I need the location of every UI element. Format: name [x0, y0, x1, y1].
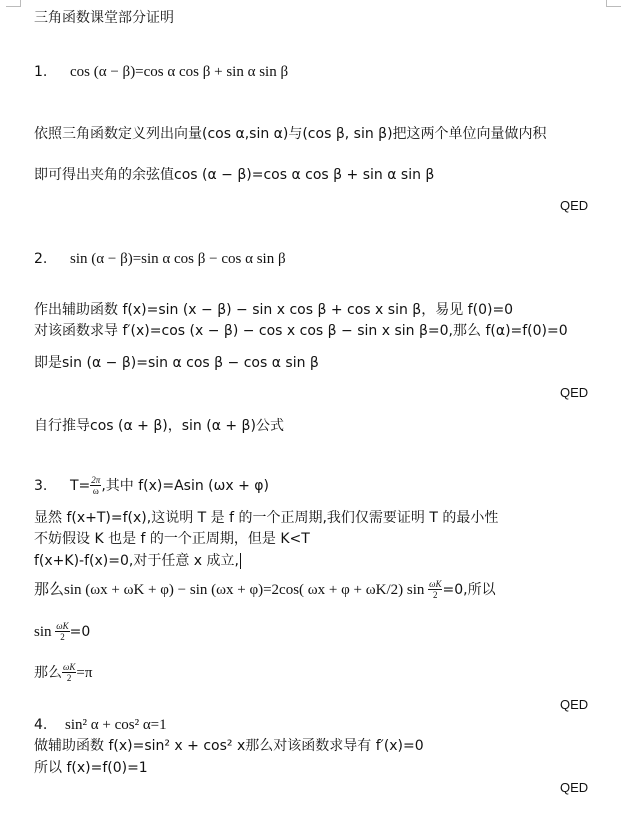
proof-3-t-numerator: 2π	[91, 475, 101, 485]
proof-1-formula: cos (α − β)=cos α cos β + sin α sin β	[70, 64, 289, 80]
proof-3-line-3-text: f(x+K)-f(x)=0,对于任意 x 成立,	[34, 553, 239, 569]
proof-3-line-5-fraction	[55, 622, 69, 642]
proof-3-line-4-numerator: ωK	[429, 579, 442, 589]
page-title: 三角函数课堂部分证明	[34, 10, 174, 26]
proof-2-line-1: 作出辅助函数 f(x)=sin (x − β) − sin x cos β + cos x sin β，易见 f(0)=0	[34, 302, 514, 318]
proof-2-statement	[34, 250, 286, 268]
proof-3-line-5-numerator: ωK	[56, 621, 69, 631]
proof-3-t-suffix: ,其中 f(x)=Asin (ωx + φ)	[101, 478, 269, 494]
proof-3-statement	[34, 476, 269, 496]
text-cursor	[240, 553, 241, 569]
exercise-note: 自行推导cos (α + β)，sin (α + β)公式	[34, 418, 284, 434]
proof-1-number: 1.	[34, 64, 48, 80]
proof-3-line-4	[34, 580, 496, 600]
proof-3-line-3[interactable]	[34, 552, 241, 570]
proof-3-line-5-sin: sin	[34, 624, 56, 640]
proof-3-line-4-tail: =0,所以	[442, 582, 496, 598]
proof-4-line-1: 做辅助函数 f(x)=sin² x + cos² x那么对该函数求导有 f′(x)=0	[34, 738, 424, 754]
proof-2-number: 2.	[34, 251, 48, 267]
proof-3-line-5	[34, 622, 90, 642]
proof-3-t-prefix: T=	[70, 478, 91, 494]
qed-4: QED	[560, 780, 589, 795]
proof-3-line-4-denominator: 2	[433, 590, 438, 600]
qed-1: QED	[560, 198, 589, 213]
proof-2-line-2: 对该函数求导 f′(x)=cos (x − β) − cos x cos β − sin x sin β=0,那么 f(α)=f(0)=0	[34, 323, 568, 339]
proof-3-t-denominator: ω	[92, 486, 99, 496]
page-corner-mark-right-v	[606, 0, 607, 7]
proof-3-line-2: 不妨假设 K 也是 f 的一个正周期，但是 K<T	[34, 531, 310, 547]
proof-3-line-6-numerator: ωK	[63, 662, 76, 672]
proof-3-line-5-tail: =0	[69, 624, 91, 640]
proof-3-line-6-tail: =π	[76, 665, 93, 681]
proof-3-line-6-lead: 那么	[34, 665, 62, 681]
proof-4-line-2: 所以 f(x)=f(0)=1	[34, 760, 148, 776]
proof-3-line-6	[34, 663, 92, 683]
proof-2-line-3: 即是sin (α − β)=sin α cos β − cos α sin β	[34, 355, 319, 371]
proof-1-statement	[34, 63, 288, 81]
proof-3-line-6-denominator: 2	[66, 673, 72, 683]
proof-4-number: 4.	[34, 717, 48, 733]
proof-3-number: 3.	[34, 478, 48, 494]
proof-4-statement	[34, 716, 167, 734]
page-corner-mark-left-v	[20, 0, 21, 7]
proof-1-line-1: 依照三角函数定义列出向量(cos α,sin α)与(cos β, sin β)把这两个单位向量做内积	[34, 126, 547, 142]
proof-4-formula: sin² α + cos² α=1	[65, 717, 167, 733]
proof-3-line-5-denominator: 2	[60, 632, 65, 642]
proof-3-t-fraction	[90, 476, 101, 496]
page-corner-mark-right	[607, 6, 621, 7]
proof-3-line-4-formula: 那么sin (ωx + ωK + φ) − sin (ωx + φ)=2cos( ωx + φ + ωK/2) sin	[34, 582, 429, 598]
proof-1-line-2: 即可得出夹角的余弦值cos (α − β)=cos α cos β + sin α sin β	[34, 167, 435, 183]
page-corner-mark-left	[6, 6, 20, 7]
proof-2-formula: sin (α − β)=sin α cos β − cos α sin β	[70, 251, 286, 267]
qed-3: QED	[560, 697, 589, 712]
proof-3-line-1: 显然 f(x+T)=f(x),这说明 T 是 f 的一个正周期,我们仅需要证明 T 的最小性	[34, 510, 499, 526]
proof-3-line-4-fraction	[428, 580, 442, 600]
proof-3-line-6-fraction	[62, 663, 76, 683]
qed-2: QED	[560, 385, 589, 400]
